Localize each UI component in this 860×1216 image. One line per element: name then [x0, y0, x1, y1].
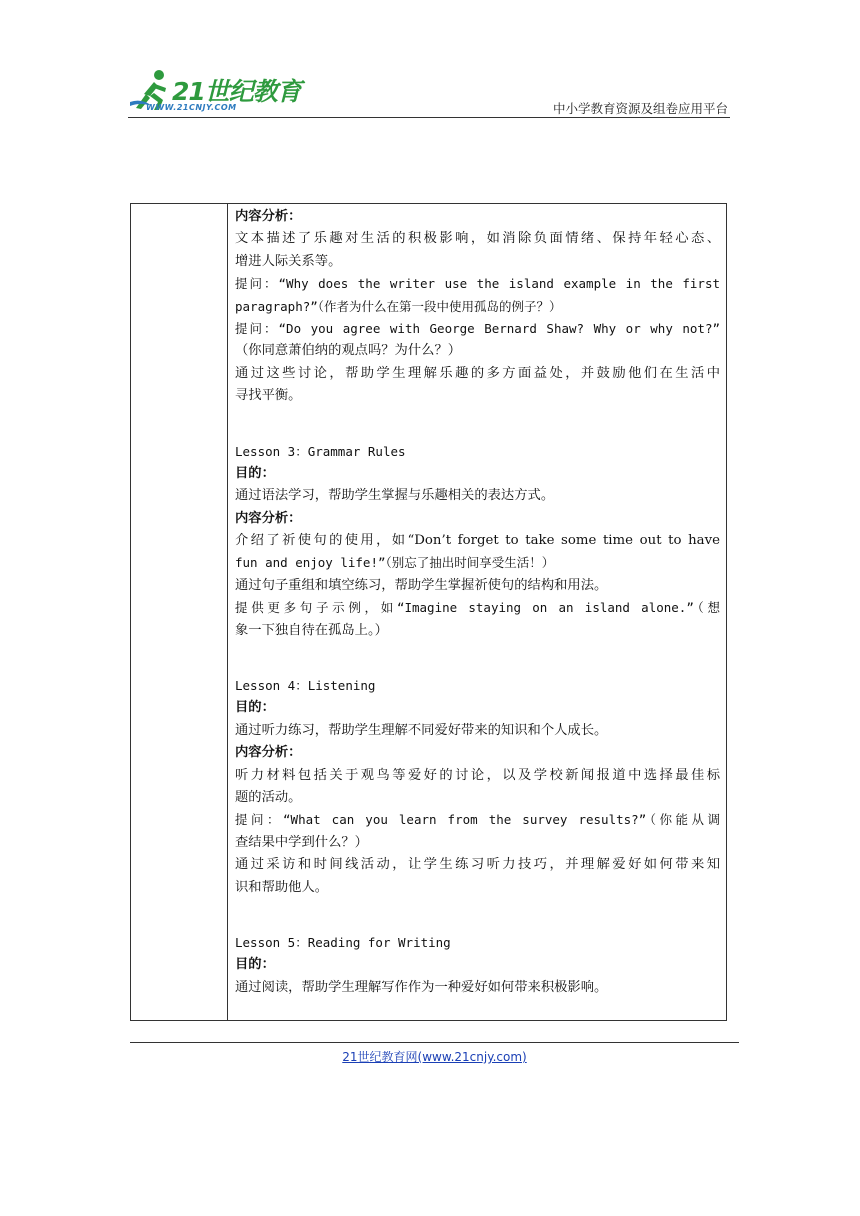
lesson-title: Lesson 3：Grammar Rules: [235, 443, 406, 459]
heading-purpose: 目的：: [235, 700, 275, 716]
footer-divider: [130, 1042, 739, 1043]
text-line: 文本描述了乐趣对生活的积极影响，如消除负面情绪、保持年轻心态、: [235, 231, 720, 247]
text-line: fun and enjoy life!”（别忘了抽出时间享受生活！）: [235, 555, 555, 571]
spacer: [235, 408, 720, 441]
lesson-table: [130, 203, 727, 1021]
lesson-content: [235, 206, 720, 999]
text-line: （你同意萧伯纳的观点吗？为什么？）: [235, 343, 462, 359]
logo-wordmark: 21世纪教育: [172, 77, 301, 106]
table-right-cell: [228, 204, 726, 1020]
text-line: 增进人际关系等。: [235, 253, 342, 269]
text-line: 听力材料包括关于观鸟等爱好的讨论，以及学校新闻报道中选择最佳标: [235, 767, 720, 783]
text-line: 通过采访和时间线活动，让学生练习听力技巧，并理解爱好如何带来知: [235, 857, 720, 873]
text-line: 通过听力练习，帮助学生理解不同爱好带来的知识和个人成长。: [235, 722, 608, 738]
text-line: 介绍了祈使句的使用，如“Don’t forget to take some time out to have: [235, 533, 720, 549]
text-line: 题的活动。: [235, 789, 302, 805]
text-line: 提供更多句子示例，如“Imagine staying on an island alone.”（想: [235, 600, 720, 616]
text-line: 象一下独自待在孤岛上。）: [235, 622, 388, 638]
question-line: paragraph?”（作者为什么在第一段中使用孤岛的例子？）: [235, 298, 562, 314]
spacer: [235, 642, 720, 675]
site-logo[interactable]: [128, 66, 301, 116]
text-line: 寻找平衡。: [235, 388, 302, 404]
text-line: 通过阅读，帮助学生理解写作作为一种爱好如何带来积极影响。: [235, 979, 608, 995]
page-header: [128, 66, 730, 118]
text-line: 通过这些讨论，帮助学生理解乐趣的多方面益处，并鼓励他们在生活中: [235, 365, 720, 381]
heading-content-analysis: 内容分析：: [235, 510, 302, 526]
heading-content-analysis: 内容分析：: [235, 209, 302, 224]
lesson-title: Lesson 5：Reading for Writing: [235, 934, 451, 950]
text-line: 识和帮助他人。: [235, 879, 329, 895]
question-line: 提问：“Do you agree with George Bernard Shaw? Why or why not?”: [235, 320, 720, 336]
header-tagline: 中小学教育资源及组卷应用平台: [552, 101, 728, 116]
header-divider: [128, 117, 730, 118]
question-line: 提问：“Why does the writer use the island example in the first: [235, 276, 720, 292]
heading-purpose: 目的：: [235, 465, 275, 481]
text-line: 通过语法学习，帮助学生掌握与乐趣相关的表达方式。: [235, 488, 555, 504]
text-line: 通过句子重组和填空练习，帮助学生掌握祈使句的结构和用法。: [235, 577, 608, 593]
heading-content-analysis: 内容分析：: [235, 745, 302, 761]
footer-link[interactable]: 21世纪教育网(www.21cnjy.com): [342, 1050, 527, 1064]
page-footer: [130, 1048, 739, 1065]
question-line: 提问：“What can you learn from the survey results?”（你能从调: [235, 812, 720, 828]
spacer: [235, 899, 720, 932]
table-left-cell: [131, 204, 228, 1020]
logo-url: WWW.21CNJY.COM: [146, 103, 237, 112]
lesson-title: Lesson 4：Listening: [235, 678, 376, 694]
heading-purpose: 目的：: [235, 957, 275, 973]
text-line: 查结果中学到什么？）: [235, 834, 368, 850]
